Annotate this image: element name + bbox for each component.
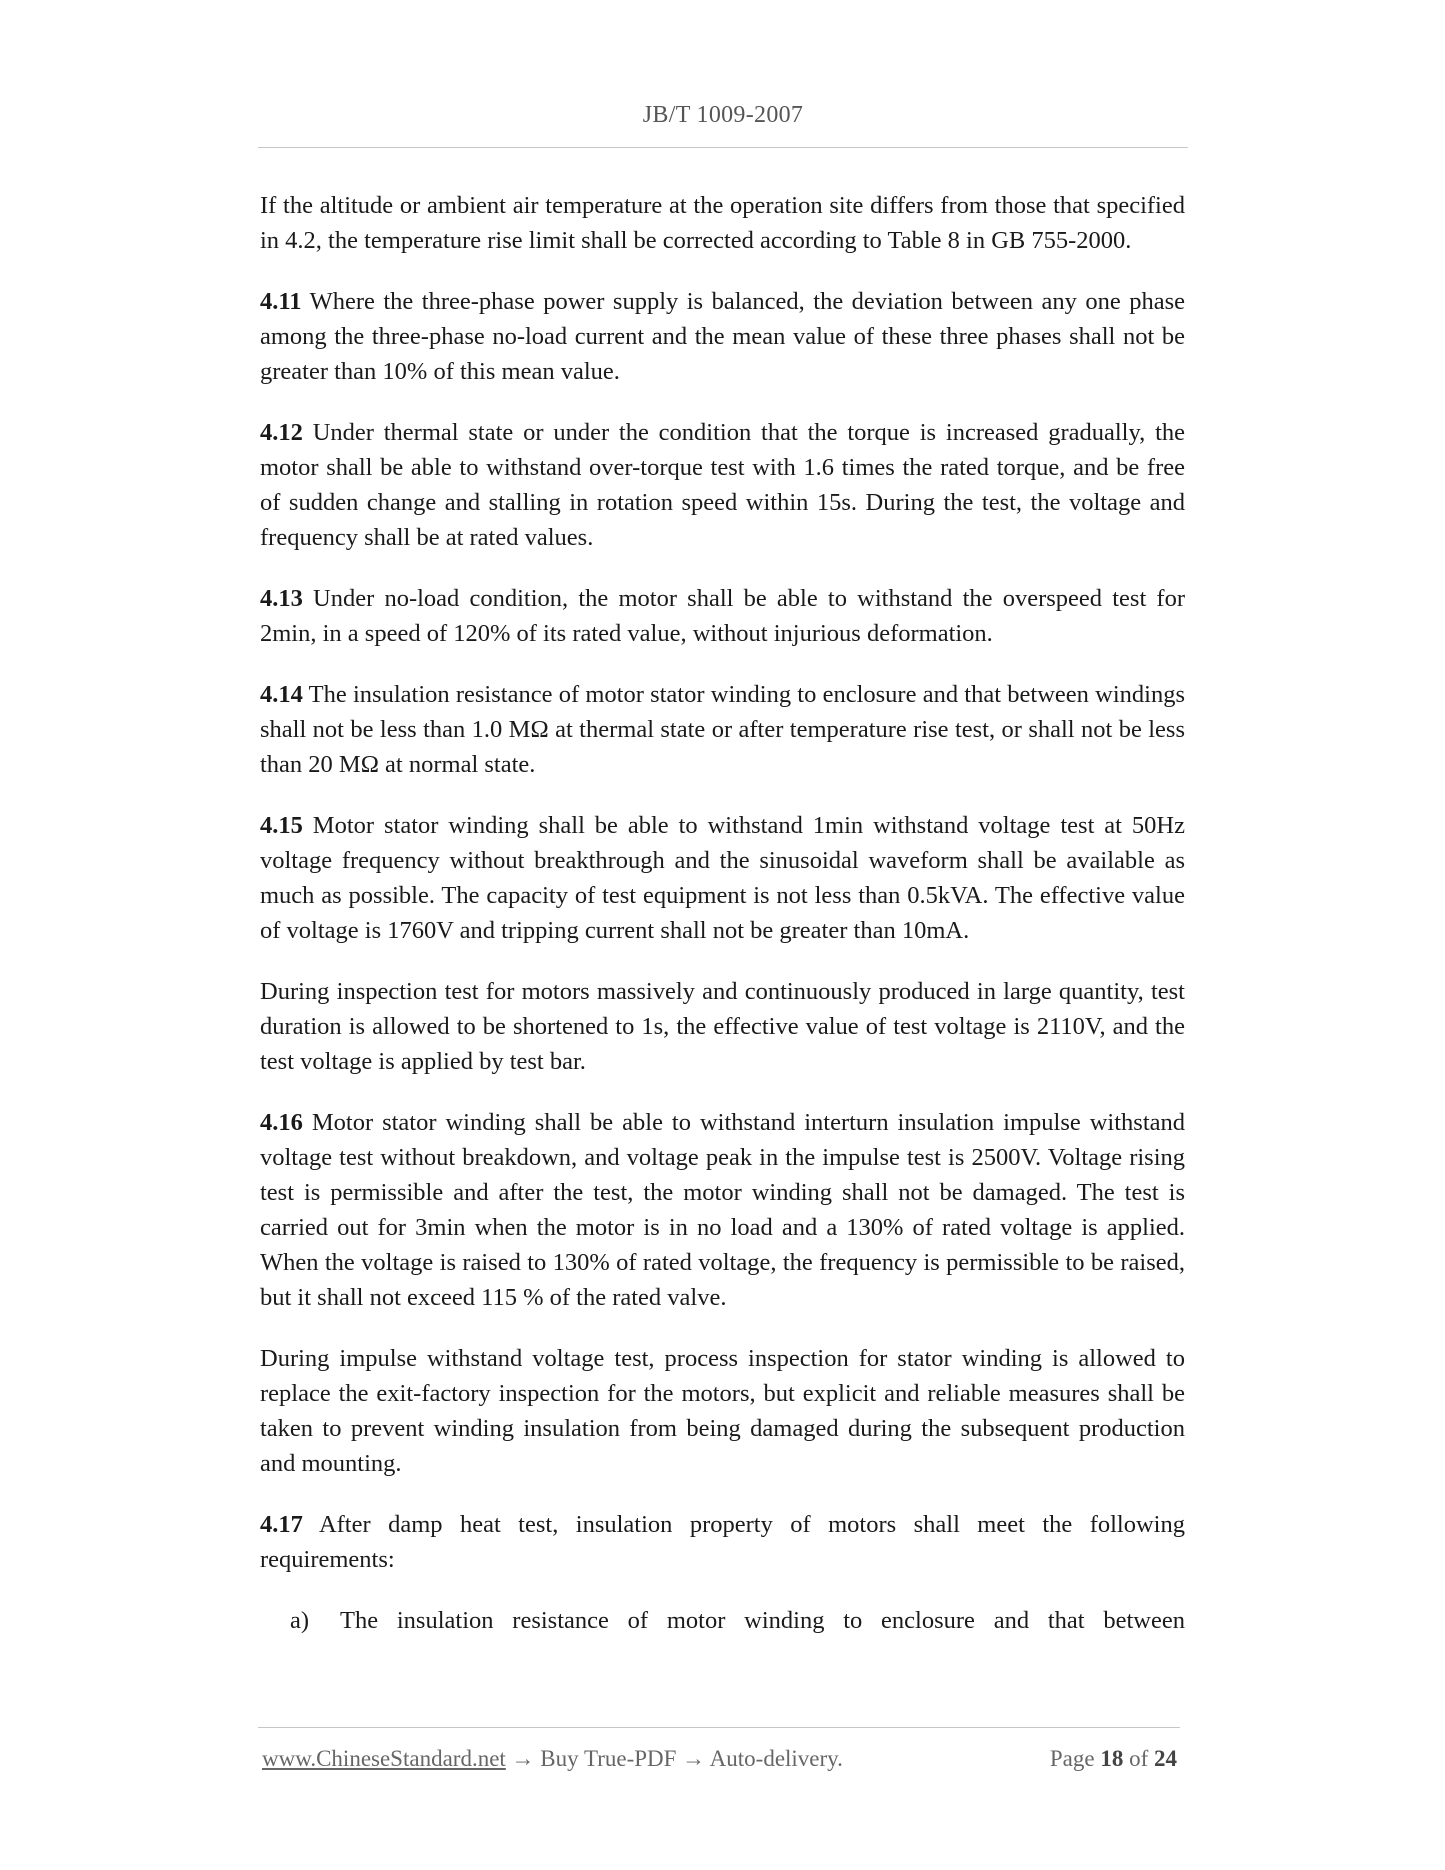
clause-4-13 bbox=[260, 581, 1185, 651]
paragraph-text: During inspection test for motors massively and continuously produced in large quantity, test duration is allowed to be shortened to 1s, the effective value of test voltage is 2110V, and the test voltage is applied by test bar. bbox=[260, 978, 1185, 1075]
paragraph-inspection-test bbox=[260, 974, 1185, 1079]
footer-promo bbox=[262, 1746, 843, 1772]
list-item-a bbox=[260, 1603, 1185, 1638]
clause-text: Under no-load condition, the motor shall be able to withstand the overspeed test for 2min, in a speed of 120% of its rated value, without injurious deformation. bbox=[260, 585, 1185, 647]
page-current: 18 bbox=[1100, 1746, 1124, 1771]
clause-4-17 bbox=[260, 1507, 1185, 1577]
paragraph-text: During impulse withstand voltage test, process inspection for stator winding is allowed to replace the exit-factory inspection for the motors, but explicit and reliable measures shall be taken to prevent winding insulation from being damaged during the subsequent production and mounting. bbox=[260, 1345, 1185, 1477]
clause-text: Where the three-phase power supply is balanced, the deviation between any one phase among the three-phase no-load current and the mean value of these three phases shall not be greater than 10% of this mean value. bbox=[260, 288, 1185, 385]
clause-4-14 bbox=[260, 677, 1185, 782]
clause-4-15 bbox=[260, 808, 1185, 948]
clause-text: Under thermal state or under the condition that the torque is increased gradually, the motor shall be able to withstand over-torque test with 1.6 times the rated torque, and be free of sudden change and stalling in rotation speed within 15s. During the test, the voltage and frequency shall be at rated values. bbox=[260, 419, 1185, 551]
document-body bbox=[260, 188, 1185, 1638]
paragraph-correction bbox=[260, 188, 1185, 258]
clause-number: 4.15 bbox=[260, 812, 303, 839]
page-footer bbox=[262, 1746, 1177, 1772]
page-indicator bbox=[1050, 1746, 1177, 1772]
clause-text: The insulation resistance of motor stator winding to enclosure and that between windings shall not be less than 1.0 MΩ at thermal state or after temperature rise test, or shall not be less than 20 MΩ at normal state. bbox=[260, 681, 1185, 778]
paragraph-text: If the altitude or ambient air temperature at the operation site differs from those that specified in 4.2, the temperature rise limit shall be corrected according to Table 8 in GB 755-2000. bbox=[260, 192, 1185, 254]
footer-tagline: → Buy True-PDF → Auto-delivery. bbox=[505, 1746, 843, 1771]
clause-text: After damp heat test, insulation property of motors shall meet the following requirements: bbox=[260, 1511, 1185, 1573]
clause-number: 4.17 bbox=[260, 1511, 303, 1538]
list-item-text: The insulation resistance of motor winding to enclosure and that between bbox=[340, 1607, 1185, 1634]
clause-number: 4.12 bbox=[260, 419, 303, 446]
header-divider bbox=[258, 147, 1188, 148]
chinesestandard-link[interactable]: www.ChineseStandard.net bbox=[262, 1746, 506, 1771]
clause-4-16 bbox=[260, 1105, 1185, 1315]
clause-number: 4.16 bbox=[260, 1109, 303, 1136]
page-total: 24 bbox=[1154, 1746, 1177, 1771]
clause-number: 4.13 bbox=[260, 585, 303, 612]
clause-text: Motor stator winding shall be able to withstand 1min withstand voltage test at 50Hz voltage frequency without breakthrough and the sinusoidal waveform shall be available as much as possible. The capacity of test equipment is not less than 0.5kVA. The effective value of voltage is 1760V and tripping current shall not be greater than 10mA. bbox=[260, 812, 1185, 944]
clause-text: Motor stator winding shall be able to withstand interturn insulation impulse withstand voltage test without breakdown, and voltage peak in the impulse test is 2500V. Voltage rising test is permissible and after the test, the motor winding shall not be damaged. The test is carried out for 3min when the motor is in no load and a 130% of rated voltage is applied. When the voltage is raised to 130% of rated voltage, the frequency is permissible to be raised, but it shall not exceed 115 % of the rated valve. bbox=[260, 1109, 1185, 1311]
clause-4-11 bbox=[260, 284, 1185, 389]
page-header: JB/T 1009-2007 bbox=[642, 102, 804, 128]
page-of-label: of bbox=[1129, 1746, 1149, 1771]
clause-number: 4.11 bbox=[260, 288, 302, 315]
page-label: Page bbox=[1049, 1746, 1095, 1771]
paragraph-impulse-test bbox=[260, 1341, 1185, 1481]
clause-number: 4.14 bbox=[260, 681, 303, 708]
list-marker: a) bbox=[290, 1607, 310, 1634]
clause-4-12 bbox=[260, 415, 1185, 555]
footer-divider bbox=[258, 1727, 1180, 1728]
